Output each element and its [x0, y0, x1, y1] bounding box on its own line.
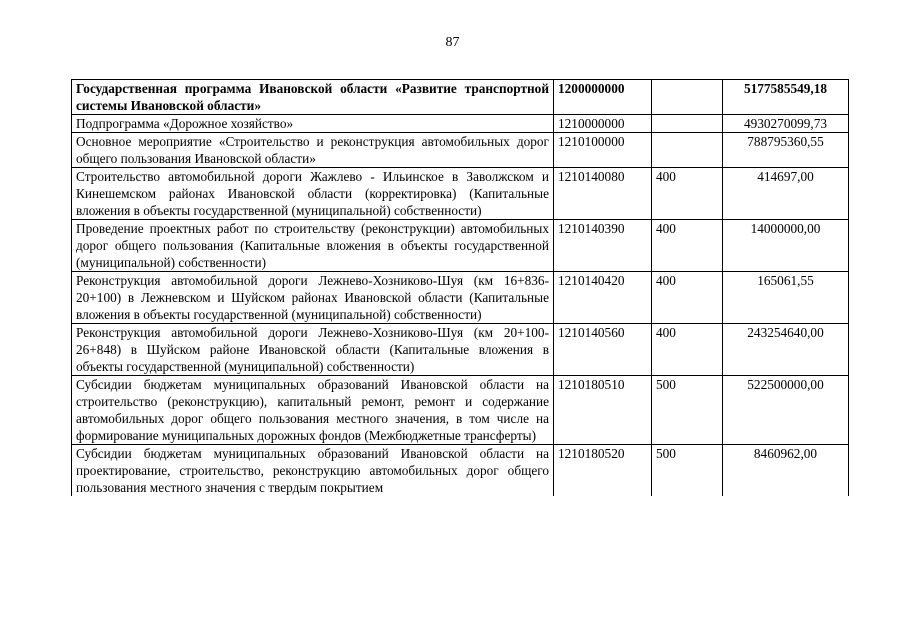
row-name: Реконструкция автомобильной дороги Лежнево-Хозниково-Шуя (км 20+100-26+848) в Шуйском районе Ивановской области (Капитальные вложения в объекты государственной (муниципальной) собственности): [72, 324, 554, 376]
row-expense-type: [652, 80, 723, 115]
page-number: 87: [445, 35, 460, 50]
row-name: Строительство автомобильной дороги Жажлево - Ильинское в Заволжском и Кинешемском районах Ивановской области (корректировка) (Капитальные вложения в объекты государственной (муниципальной) собственности): [72, 168, 554, 220]
row-sum: 14000000,00: [723, 220, 849, 272]
row-expense-type: 400: [652, 272, 723, 324]
row-code: 1210000000: [554, 115, 652, 133]
row-name: Субсидии бюджетам муниципальных образований Ивановской области на строительство (реконструкцию), капитальный ремонт, ремонт и содержание автомобильных дорог общего пользования местного значения, в том числе на формирование муниципальных дорожных фондов (Межбюджетные трансферты): [72, 376, 554, 445]
row-name: Государственная программа Ивановской области «Развитие транспортной системы Ивановской области»: [72, 80, 554, 115]
row-code: 1200000000: [554, 80, 652, 115]
budget-table: [71, 79, 849, 496]
row-expense-type: 400: [652, 324, 723, 376]
row-expense-type: 400: [652, 220, 723, 272]
row-code: 1210140420: [554, 272, 652, 324]
row-name: Реконструкция автомобильной дороги Лежнево-Хозниково-Шуя (км 16+836-20+100) в Лежневском и Шуйском районах Ивановской области (Капитальные вложения в объекты государственной (муниципальной) собственности): [72, 272, 554, 324]
table-row: [72, 445, 849, 497]
table-row: [72, 272, 849, 324]
table-row: [72, 168, 849, 220]
row-name: Проведение проектных работ по строительству (реконструкции) автомобильных дорог общего пользования (Капитальные вложения в объекты государственной (муниципальной) собственности): [72, 220, 554, 272]
table-row: [72, 324, 849, 376]
table-row: [72, 80, 849, 115]
row-code: 1210180510: [554, 376, 652, 445]
row-sum: 788795360,55: [723, 133, 849, 168]
row-expense-type: [652, 115, 723, 133]
row-code: 1210140080: [554, 168, 652, 220]
row-expense-type: [652, 133, 723, 168]
row-code: 1210180520: [554, 445, 652, 497]
table-row: [72, 133, 849, 168]
row-code: 1210140560: [554, 324, 652, 376]
table-row: [72, 220, 849, 272]
row-sum: 165061,55: [723, 272, 849, 324]
row-name: Основное мероприятие «Строительство и реконструкция автомобильных дорог общего пользования Ивановской области»: [72, 133, 554, 168]
row-expense-type: 400: [652, 168, 723, 220]
table-row: [72, 115, 849, 133]
row-name: Подпрограмма «Дорожное хозяйство»: [72, 115, 554, 133]
table-row: [72, 376, 849, 445]
row-sum: 414697,00: [723, 168, 849, 220]
row-sum: 5177585549,18: [723, 80, 849, 115]
row-name: Субсидии бюджетам муниципальных образований Ивановской области на проектирование, строительство, реконструкцию автомобильных дорог общего пользования местного значения с твердым покрытием: [72, 445, 554, 497]
row-sum: 522500000,00: [723, 376, 849, 445]
row-code: 1210140390: [554, 220, 652, 272]
row-expense-type: 500: [652, 376, 723, 445]
row-sum: 8460962,00: [723, 445, 849, 497]
row-sum: 243254640,00: [723, 324, 849, 376]
row-sum: 4930270099,73: [723, 115, 849, 133]
row-expense-type: 500: [652, 445, 723, 497]
row-code: 1210100000: [554, 133, 652, 168]
